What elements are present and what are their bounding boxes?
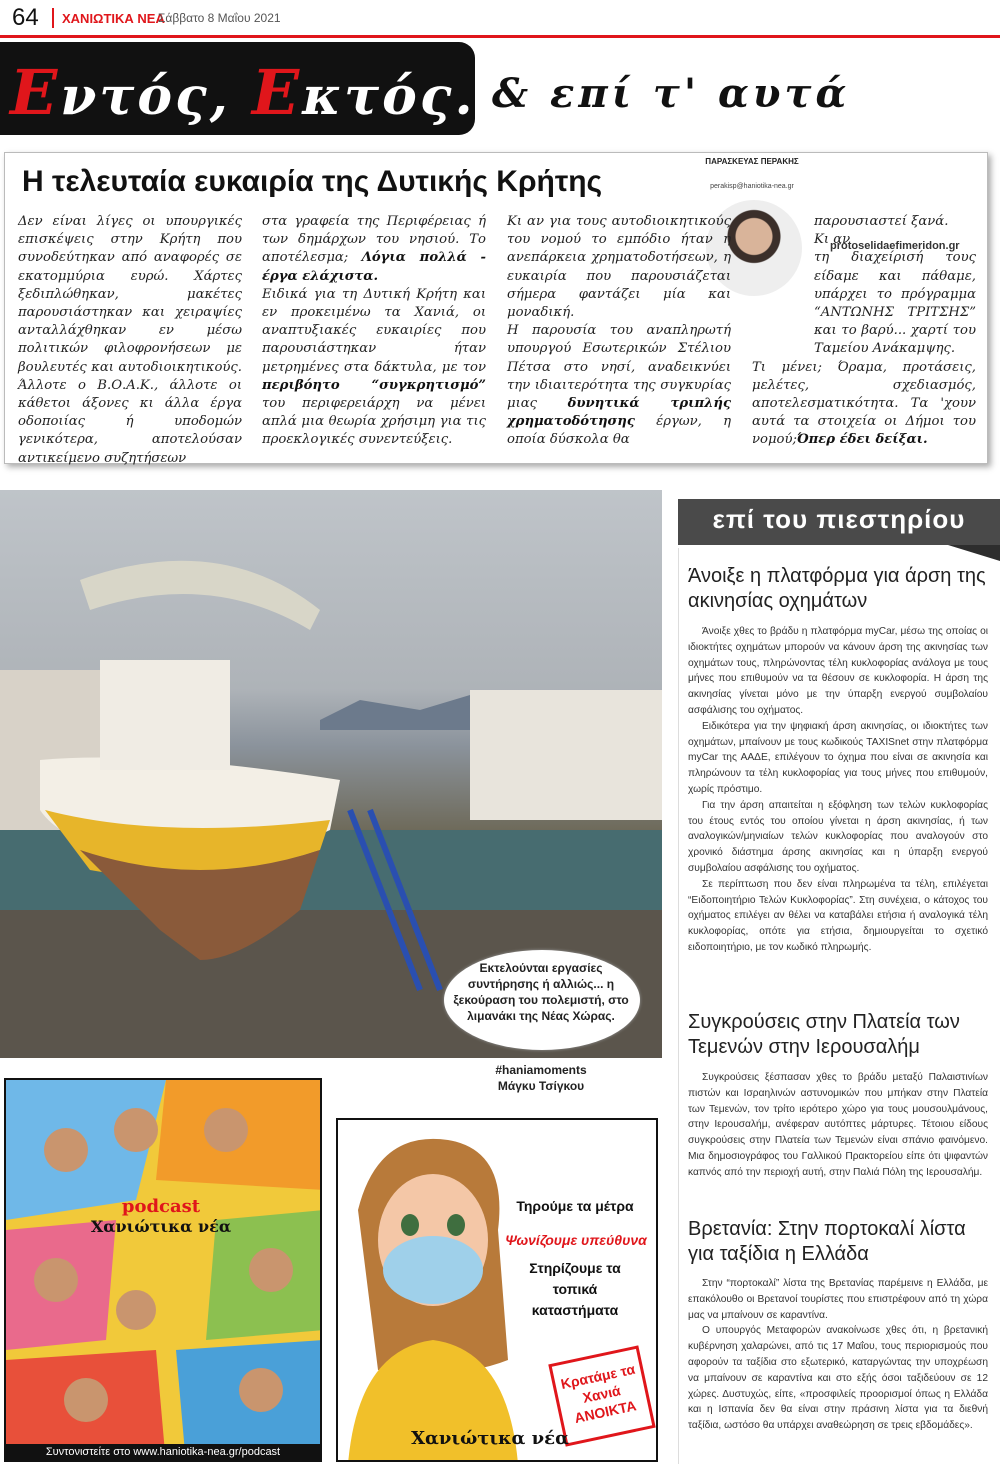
ad-stamp: Κρατάμε τα Χανιά ΑΝΟΙΚΤΑ [548, 1345, 655, 1446]
paragraph: Για την άρση απαιτείται η εξόφληση των τελών κυκλοφορίας του έτους εντός του οποίου γίνεται η άρση ακινησίας, ή των αναλογικών/μηνιαίων τελών κυκλοφορίας που αναλογούν στο χρονικό διάστημα άρσης ακινησίας και η ύπαρξη ενεργού συμβολαίου ασφάλισης του οχήματος. [688, 799, 988, 874]
text-run: Ειδικά για τη Δυτική Κρήτη και εν προκειμένω τα Χανιά, οι αναπτυξιακές ευκαιρίες που παρουσιάστηκαν ήταν μετρημένες στα δάκτυλα, με τον [262, 286, 486, 375]
paper-name: ΧΑΝΙΩΤΙΚΑ ΝΕΑ [62, 11, 165, 26]
comic-panels [6, 1080, 322, 1462]
bold-run: περιβόητο “συγκρητισμό” [262, 377, 486, 393]
text-run: Η παρουσία του αναπληρωτή υπουργού Εσωτερικών Στέλιου Πέτσα στο νησί, αναδεικνύει την ιδιαιτερότητα της συγκυρίας μιας [507, 323, 731, 412]
press-item-title: Άνοιξε η πλατφόρμα για άρση της ακινησίας οχημάτων [688, 565, 986, 612]
press-item-body [688, 1276, 988, 1434]
hashtag: #haniamoments [495, 1063, 587, 1077]
ad-line-3: Στηρίζουμε τα τοπικά καταστήματα [529, 1260, 621, 1318]
press-item-body [688, 1070, 988, 1181]
press-rule [678, 548, 679, 1464]
podcast-link[interactable]: Συντονιστείτε στο www.haniotika-nea.gr/podcast [6, 1444, 320, 1460]
paragraph: Άνοιξε χθες το βράδυ η πλατφόρμα myCar, μέσω της οποίας οι ιδιοκτήτες οχημάτων μπορούν να κάνουν άρση της ακινησίας των οχημάτων τους, πληρώνοντας τέλη κυκλοφορίας ανάλογα με τους μήνες που επιθυμούν να τα θέσουν σε κυκλοφορία. Η άρση της ακινησίας γίνεται μόνο με την ύπαρξη ενεργού συμβολαίου ασφάλισης του οχήματος. [688, 626, 988, 716]
bold-run: Όπερ έδει δείξαι. [796, 432, 928, 448]
word-1: ντός, [60, 66, 252, 127]
section-title [10, 56, 518, 129]
editorial-column-2 [262, 213, 486, 450]
press-item-title: Συγκρούσεις στην Πλατεία των Τεμενών στην Ιερουσαλήμ [688, 1011, 960, 1058]
ad-logo: Χανιώτικα νέα [411, 1428, 569, 1449]
header-divider [52, 8, 54, 28]
paragraph: Σε περίπτωση που δεν είναι πληρωμένα τα τέλη, επιλέγεται “Ειδοποιητήριο Τελών Κυκλοφορίας”. Στη συνέχεια, ο κάτοχος του οχήματος επιλέγει αν θέλει να καταβάλει ετήσια ή αναλογικά τέλη κυκλοφορίας, οπότε για ετήσια, δημιουργείται το σχετικό ειδοποιητήριο, με τον κωδικό πληρωμής. [688, 878, 988, 953]
press-title: επί του πιεστηρίου [712, 504, 966, 534]
editorial-column-3 [507, 213, 731, 450]
podcast-title [66, 1196, 256, 1236]
watermark: protoselidaefimeridon.gr [830, 240, 960, 252]
bold-run: δυνητικά τριπλής χρηματοδότησης [507, 396, 731, 430]
bold-run: Λόγια πολλά - έργα ελάχιστα. [262, 250, 486, 284]
text-run: Κι αν για τους αυτοδιοικητικούς του νομού το εμπόδιο ήταν η ανεπάρκεια χρηματοδοτήσεων, η ευκαιρία που παρουσιάζεται σήμερα φαντάζει μία και μοναδική. [507, 214, 731, 321]
press-header-notch [948, 545, 1000, 561]
author-email: perakisp@haniotika-nea.gr [710, 183, 794, 190]
paragraph: Ειδικότερα για την ψηφιακή άρση ακινησίας, οι ιδιοκτήτες των οχημάτων, μπαίνουν με τους κωδικούς TAXISnet στην πλατφόρμα myCar της ΑΑΔΕ, επιλέγουν το όχημα που είναι σε ακινησία και πληρώνουν τα τέλη κυκλοφορίας για τους μήνες που επιθυμούν, χωρίς πρόστιμο. [688, 720, 988, 795]
podcast-label: podcast [121, 1196, 201, 1217]
podcast-brand: Χανιώτικα νέα [90, 1217, 232, 1236]
author-name: ΠΑΡΑΣΚΕΥΑΣ ΠΕΡΑΚΗΣ [705, 157, 799, 166]
page-number: 64 [12, 4, 39, 31]
text-run: στα γραφεία της Περιφέρειας ή των δημάρχων του νησιού. Το αποτέλεσμα; [262, 214, 486, 266]
photo-credit [446, 1062, 636, 1094]
initial-1: Ε [10, 56, 61, 129]
word-2: κτός... [302, 66, 518, 127]
ad-line-2: Ψωνίζουμε υπεύθυνα [505, 1232, 647, 1248]
paragraph: Ο υπουργός Μεταφορών ανακοίνωσε χθες ότι, η βρετανική κυβέρνηση χαλαρώνει, από τις 17 Μαΐου, τους περιορισμούς που αφορούν τα ταξίδια στο εξωτερικό, καταργώντας την υποχρέωση να μπαίνουν σε καραντίνα και στο εξής όσοι ταξιδεύουν σε 12 χώρες. Δυστυχώς, είπε, «προσφιλείς προορισμοί όπως η Ελλάδα και η Ισπανία δεν θα είναι στην πράσινη λίστα για τα διεθνή ταξίδια, ωστόσο θα υπάρχει αναθεώρηση σε τρεις εβδομάδες». [688, 1325, 988, 1432]
photographer: Μάγκυ Τσίγκου [497, 1079, 585, 1093]
initial-2: Ε [251, 56, 303, 129]
podcast-ad[interactable] [4, 1078, 322, 1462]
press-item-body [688, 624, 988, 956]
section-subtitle: & επί τ' αυτά [492, 70, 851, 117]
editorial-column-1: Δεν είναι λίγες οι υπουργικές επισκέψεις στην Κρήτη που συνοδεύτηκαν από αναφορές σε εκατομμύρια ευρώ. Χάρτες ξεδιπλώθηκαν, μακέτες παρουσιάστηκαν και χειραψίες ανταλλάχθηκαν εν μέσω πολιτικών φιλοφρονήσεων με βουλευτές και αυτοδιοικητικούς. Άλλοτε ο Β.Ο.Α.Κ., άλλοτε οι κάθετοι άξονες κι άλλα έργα οδοποιίας ή υποδομών γενικότερα, αποτελούσαν αντικείμενο συζητήσεων [18, 214, 242, 466]
text-run: Κι αν [814, 232, 851, 248]
text-run: τη διαχείρισή τους είδαμε και πάθαμε, υπάρχει το πρόγραμμα “ΑΝΤΩΝΗΣ ΤΡΙΤΣΗΣ” και το βαρύ... χαρτί του Ταμείου Ανάκαμψης. [814, 250, 976, 357]
paragraph: Στην “πορτοκαλί” λίστα της Βρετανίας παρέμεινε η Ελλάδα, με επακόλουθο οι Βρετανοί τουρίστες που επιστρέφουν από τη χώρα μας να μπαίνουν σε καραντίνα. [688, 1278, 988, 1321]
text-run: έργων, η οποία δύσκολα θα [507, 414, 731, 448]
issue-date: Σάββατο 8 Μαΐου 2021 [158, 11, 281, 25]
text-run: παρουσιαστεί ξανά. [814, 214, 949, 229]
text-run: Τι μένει; Όραμα, προτάσεις, μελέτες, σχεδιασμός, αποτελεσματικότητα. Τα 'χουν αυτά τα στοιχεία οι Δήμοι του νομού; [752, 359, 976, 448]
text-run: του περιφερειάρχη να μένει απλά μια θεωρία χρήσιμη για τις προεκλογικές συνεντεύξεις. [262, 396, 486, 448]
photo-caption: Εκτελούνται εργασίες συντήρησης ή αλλιώς... η ξεκούραση του πολεμιστή, στο λιμανάκι της Νέας Χώρας. [453, 961, 629, 1023]
ad-line-1: Τηρούμε τα μέτρα [516, 1198, 634, 1214]
paragraph: Συγκρούσεις ξέσπασαν χθες το βράδυ μεταξύ Παλαιστινίων πιστών και Ισραηλινών αστυνομικών που μπήκαν στην Πλατεία των Τεμενών, τον τρίτο ιερότερο χώρο για τους μουσουλμάνους, στην Ιερουσαλήμ, ανέφεραν αυτόπτες μάρτυρες. Τέτοιου είδους συγκρούσεις στην Πλατεία των Τεμενών είναι σπάνιο φαινόμενο. Μια δημοσιογράφος του Γαλλικού Πρακτορείου είπε ότι ψιφαντών καπνός από την περιοχή αυτή, στην Παλιά Πόλη της Ιερουσαλήμ. [688, 1072, 988, 1178]
editorial-title: Η τελευταία ευκαιρία της Δυτικής Κρήτης [22, 165, 603, 198]
press-item-title: Βρετανία: Στην πορτοκαλί λίστα για ταξίδια η Ελλάδα [688, 1218, 966, 1265]
